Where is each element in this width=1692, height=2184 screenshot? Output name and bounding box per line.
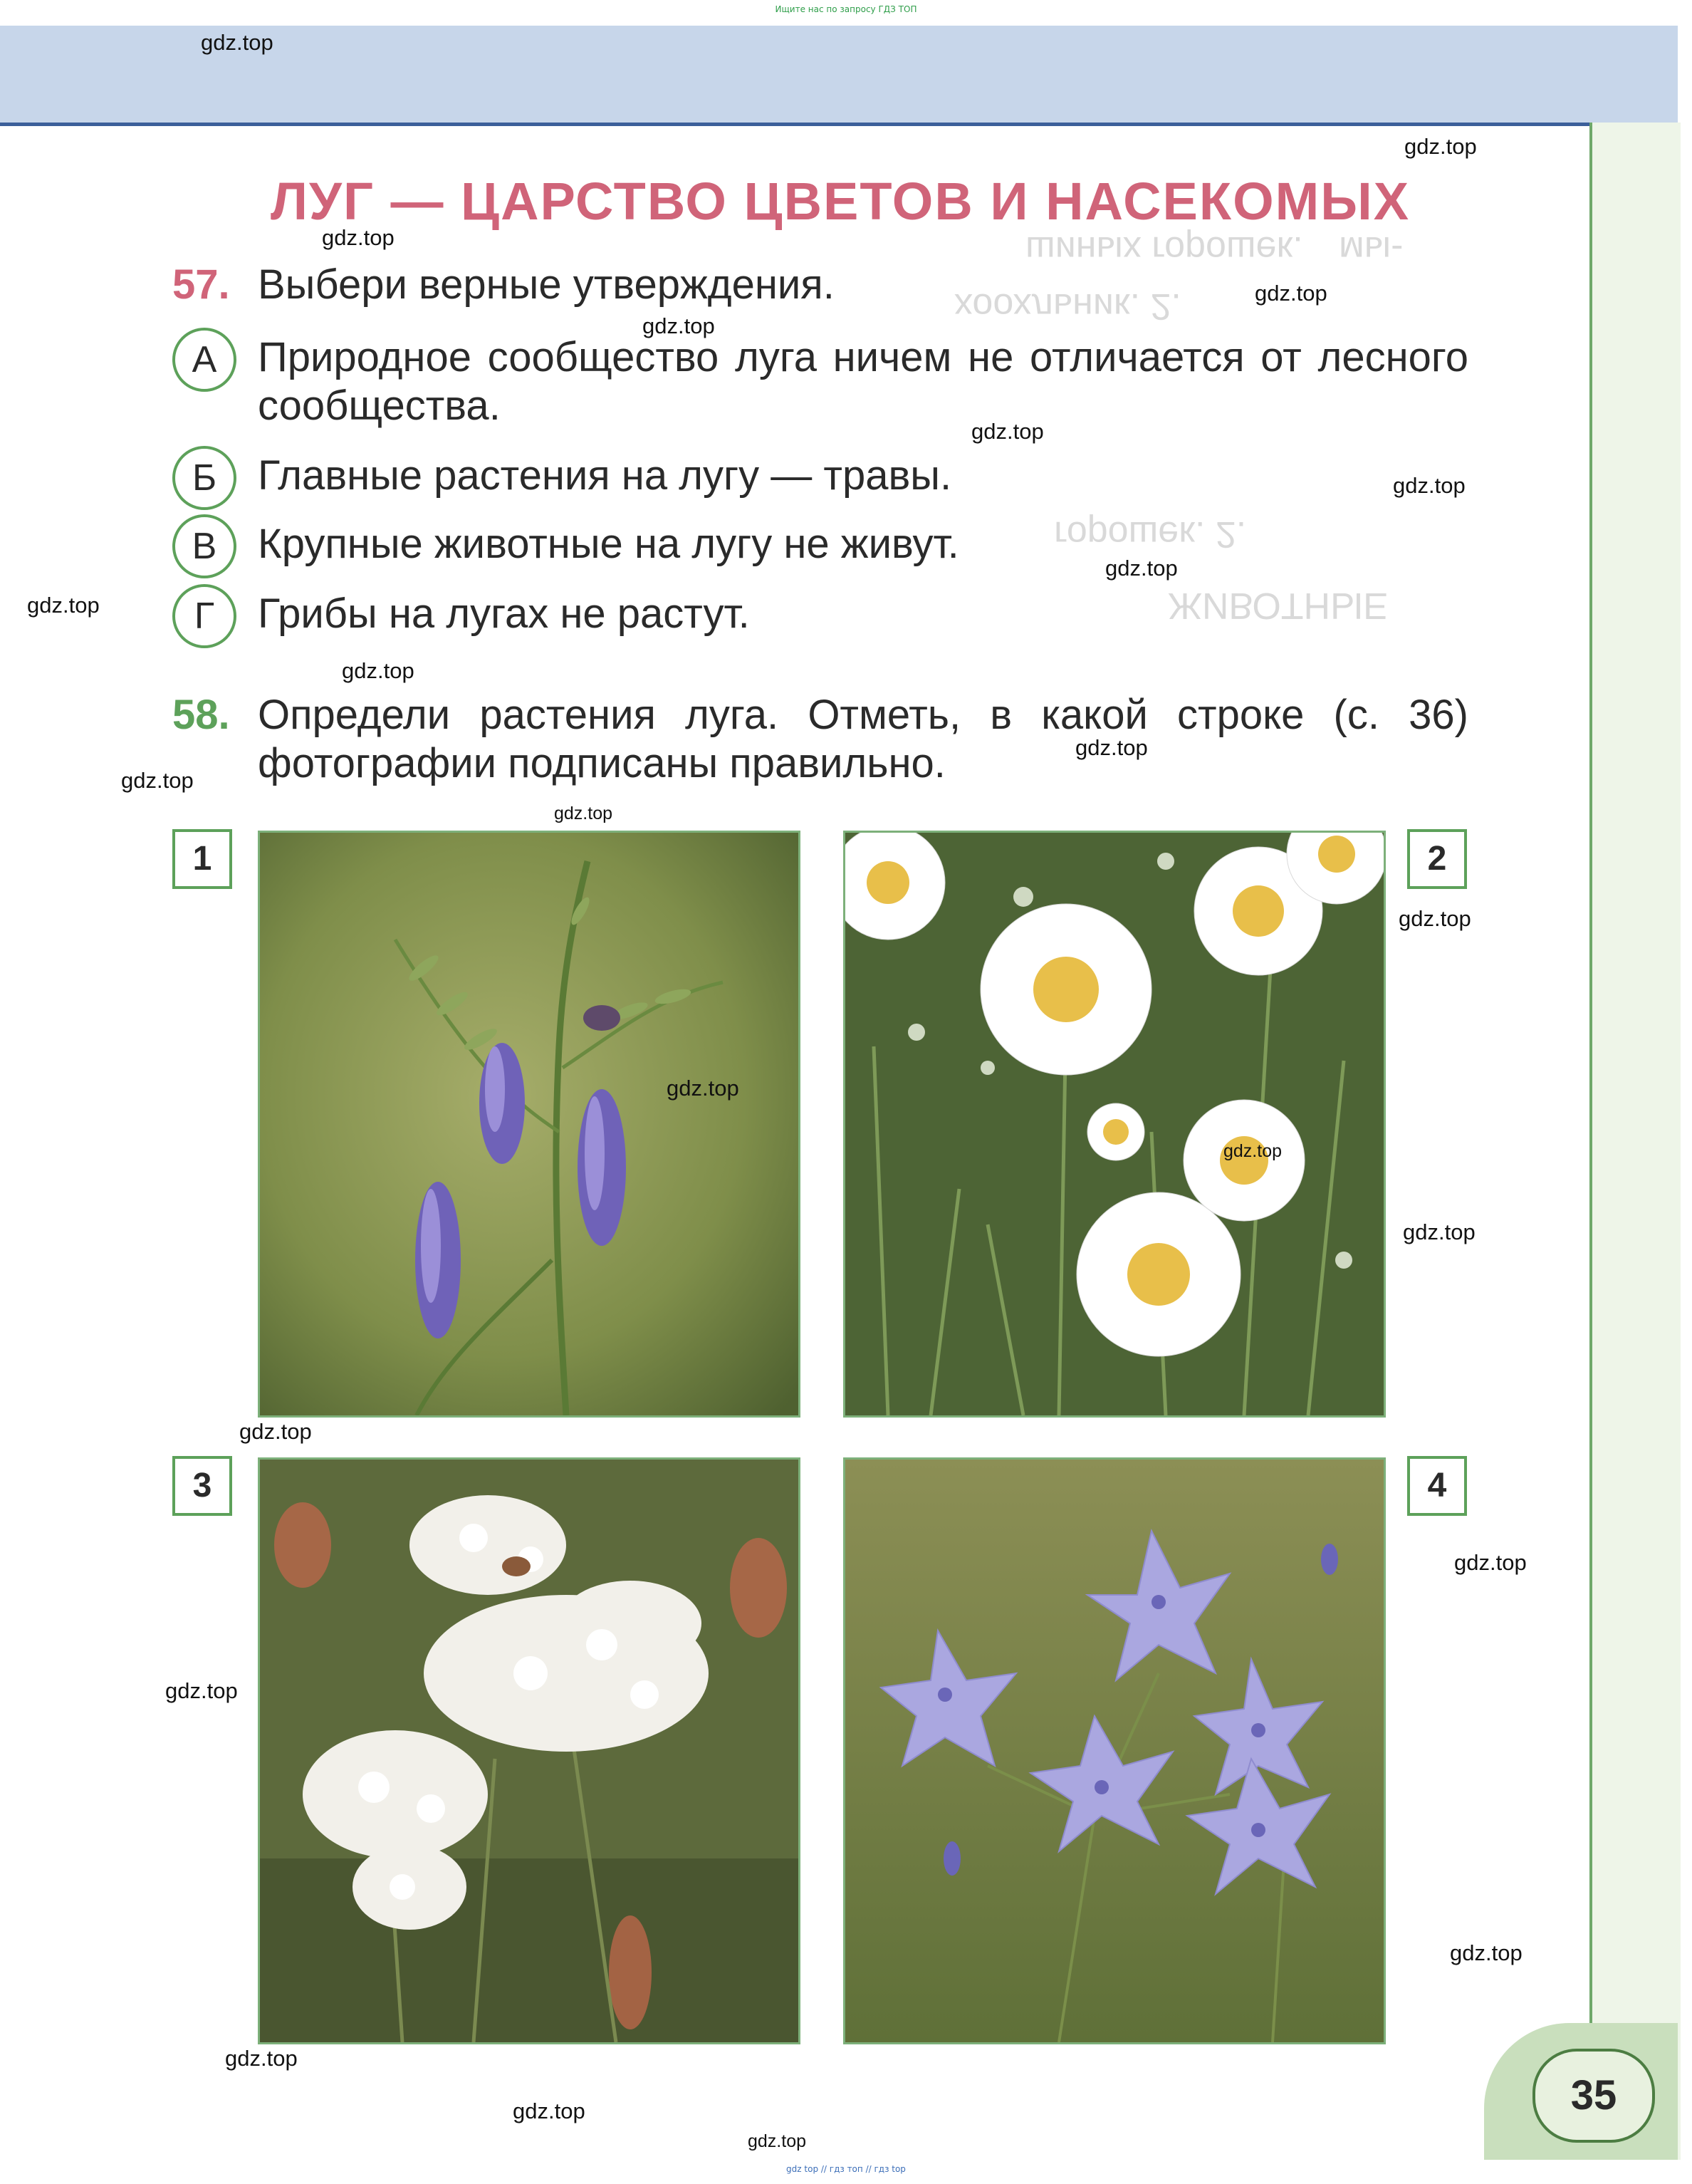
photo-2 xyxy=(843,831,1386,1418)
option-v[interactable] xyxy=(172,514,1468,578)
watermark: gdz.top xyxy=(1403,1220,1476,1244)
question-57-number: 57. xyxy=(172,261,230,308)
page-title: ЛУГ — ЦАРСТВО ЦВЕТОВ И НАСЕКОМЫХ xyxy=(271,172,1411,231)
option-b[interactable] xyxy=(172,446,1468,510)
option-a[interactable] xyxy=(172,328,1468,429)
watermark: gdz.top xyxy=(27,593,100,618)
search-hint: Ищите нас по запросу ГДЗ ТОП xyxy=(775,4,917,14)
watermark: gdz.top xyxy=(554,804,613,823)
photo-3 xyxy=(258,1457,800,2044)
watermark: gdz.top xyxy=(165,1678,238,1703)
bleed-through-text: хоохльник. 2. xyxy=(954,286,1181,327)
bleed-through-text: горошек. 2. xyxy=(1054,514,1247,555)
option-v-text: Крупные животные на лугу не живут. xyxy=(258,521,959,567)
option-g[interactable] xyxy=(172,584,1468,648)
watermark: gdz.top xyxy=(342,658,414,683)
bleed-through-text: шиных горошек. xyxy=(1025,229,1303,270)
option-a-text: Природное сообщество луга ничем не отличается от лесного сообщества. xyxy=(258,334,1468,429)
watermark: gdz.top xyxy=(1399,906,1471,931)
chamomile-flower-photo xyxy=(845,833,1384,1415)
right-margin-strip xyxy=(1589,123,1681,2160)
watermark: gdz.top xyxy=(239,1419,312,1444)
page-number: 35 xyxy=(1532,2049,1655,2143)
photo-4 xyxy=(843,1457,1386,2044)
bleed-through-text: мы- xyxy=(1339,229,1404,270)
photo-1 xyxy=(258,831,800,1418)
option-a-circle[interactable]: А xyxy=(172,328,236,392)
watermark: gdz.top xyxy=(322,225,395,250)
watermark: gdz.top xyxy=(1075,735,1148,760)
watermark: gdz.top xyxy=(1404,134,1477,159)
question-58-number: 58. xyxy=(172,692,230,738)
watermark: gdz.top xyxy=(121,768,194,793)
bellflower-photo xyxy=(845,1460,1384,2042)
photo-label-4: 4 xyxy=(1407,1456,1467,1516)
watermark: gdz.top xyxy=(1450,1940,1523,1965)
bleed-through-text: ЖИВОТНЫЕ xyxy=(1168,585,1388,626)
option-b-circle[interactable]: Б xyxy=(172,446,236,510)
question-58-line1: Определи растения луга. Отметь, в какой строке (с. 36) xyxy=(258,692,1468,738)
question-57-prompt: Выбери верные утверждения. xyxy=(258,261,835,308)
question-58-line2: фотографии подписаны правильно. xyxy=(258,740,946,786)
option-b-text: Главные растения на лугу — травы. xyxy=(258,452,952,499)
watermark: gdz.top xyxy=(1223,1141,1283,1161)
yarrow-flower-photo xyxy=(260,1460,798,2042)
photo-label-3: 3 xyxy=(172,1456,232,1516)
photo-label-2: 2 xyxy=(1407,829,1467,889)
watermark: gdz.top xyxy=(642,313,715,338)
watermark: gdz.top xyxy=(971,419,1044,444)
watermark: gdz.top xyxy=(667,1076,739,1101)
header-rule xyxy=(0,123,1592,126)
watermark: gdz.top xyxy=(1105,556,1178,581)
watermark: gdz.top xyxy=(1454,1550,1527,1575)
watermark: gdz.top xyxy=(513,2099,585,2123)
option-g-text: Грибы на лугах не растут. xyxy=(258,591,750,637)
watermark: gdz.top xyxy=(201,30,273,55)
watermark: gdz.top xyxy=(748,2131,807,2151)
watermark: gdz.top xyxy=(1255,281,1327,306)
option-g-circle[interactable]: Г xyxy=(172,584,236,648)
watermark: gdz.top xyxy=(1393,473,1466,498)
footer-note: gdz top // гдз топ // гдз top xyxy=(786,2164,906,2174)
photo-label-1: 1 xyxy=(172,829,232,889)
option-v-circle[interactable]: В xyxy=(172,514,236,578)
vetch-flower-photo xyxy=(260,833,798,1415)
watermark: gdz.top xyxy=(225,2046,298,2071)
